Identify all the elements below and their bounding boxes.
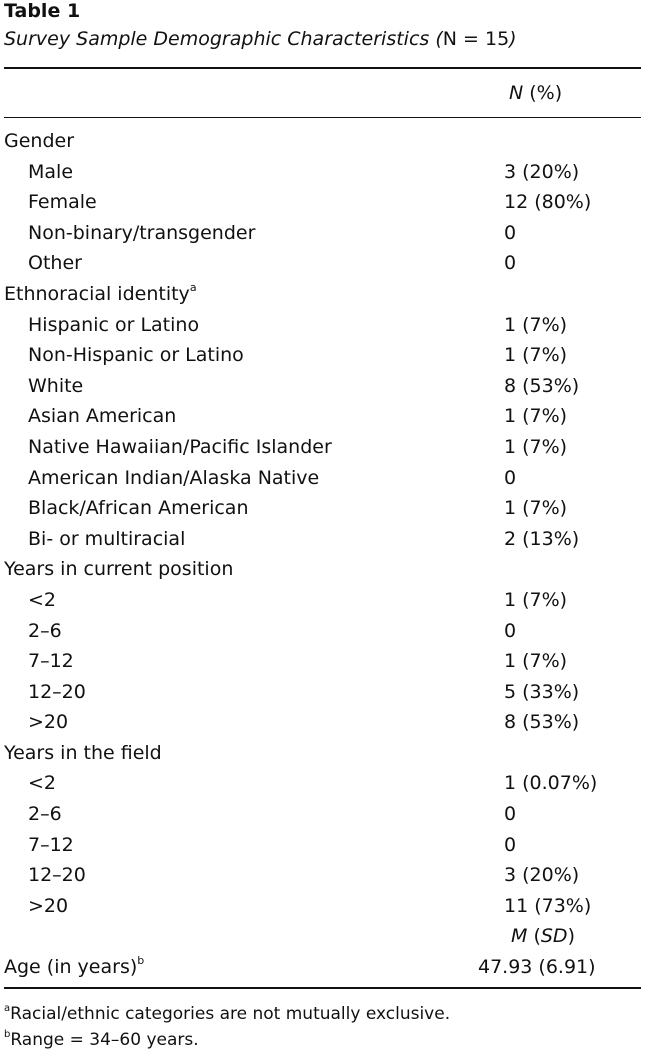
- footnote-marker: b: [4, 1028, 11, 1040]
- section-heading-row: [4, 554, 641, 585]
- row-label: American Indian/Alaska Native: [28, 466, 320, 489]
- row-label: 12–20: [28, 864, 86, 887]
- table-row: [4, 677, 641, 708]
- column-header-n: N: [509, 82, 524, 104]
- table-row: [4, 218, 641, 249]
- table-bottom-rule: [4, 987, 641, 989]
- row-label: Native Hawaiian/Pacific Islander: [28, 435, 332, 458]
- table-row: [4, 493, 641, 524]
- row-value: 8 (53%): [504, 374, 580, 397]
- row-value: 1 (7%): [504, 344, 568, 367]
- section-heading-row: [4, 279, 641, 310]
- table-row: [4, 707, 641, 738]
- row-value: 1 (7%): [504, 435, 568, 458]
- row-value: 0: [504, 833, 517, 856]
- section-heading: [4, 279, 197, 310]
- table-footnotes: [4, 1001, 641, 1053]
- table-title-prefix: Survey Sample Demographic Characteristics (: [4, 28, 443, 50]
- age-label: [4, 952, 144, 983]
- section-heading-row: [4, 738, 641, 769]
- row-value: 5 (33%): [504, 680, 580, 703]
- row-value: 0: [504, 803, 517, 826]
- footnote-marker: a: [189, 280, 197, 294]
- table-title: [4, 26, 641, 52]
- row-label: >20: [28, 894, 69, 917]
- table-title-n: N = 15: [442, 28, 510, 50]
- table-row: [4, 371, 641, 402]
- age-label-text: Age (in years): [4, 956, 138, 979]
- section-heading: [4, 554, 233, 585]
- row-label: Female: [28, 191, 97, 214]
- age-subheader-m: M: [511, 925, 528, 948]
- table-row: [4, 432, 641, 463]
- row-label: Non-binary/transgender: [28, 221, 256, 244]
- table-title-suffix: ): [509, 28, 517, 50]
- section-heading: [4, 126, 74, 157]
- footnote: [4, 1001, 641, 1027]
- section-heading-text: Ethnoracial identity: [4, 282, 190, 305]
- table-body: [4, 118, 641, 983]
- row-value: 12 (80%): [504, 191, 592, 214]
- row-value: 1 (7%): [504, 650, 568, 673]
- table-row: [4, 463, 641, 494]
- row-value: 1 (7%): [504, 588, 568, 611]
- column-header-percent: (%): [523, 82, 563, 104]
- table-row: [4, 310, 641, 341]
- age-subheader-sd: SD: [540, 925, 568, 948]
- row-value: 11 (73%): [504, 894, 592, 917]
- age-value: 47.93 (6.91): [478, 956, 596, 979]
- row-value: 0: [504, 466, 517, 489]
- row-label: 2–6: [28, 803, 62, 826]
- section-heading: [4, 738, 162, 769]
- footnote-marker: b: [137, 954, 145, 968]
- table-row: [4, 830, 641, 861]
- table-row: [4, 187, 641, 218]
- table-row: [4, 401, 641, 432]
- footnote-text: Racial/ethnic categories are not mutually exclusive.: [10, 1003, 451, 1024]
- row-value: 1 (7%): [504, 497, 568, 520]
- column-header-n-percent: [509, 81, 562, 105]
- row-value: 1 (0.07%): [504, 772, 598, 795]
- row-value: 0: [504, 221, 517, 244]
- table-row: [4, 248, 641, 279]
- age-subheader: M (SD): [511, 925, 575, 948]
- row-label: Non-Hispanic or Latino: [28, 344, 244, 367]
- row-label: 2–6: [28, 619, 62, 642]
- row-label: Black/African American: [28, 497, 249, 520]
- row-label: 12–20: [28, 680, 86, 703]
- table-row: [4, 585, 641, 616]
- row-label: 7–12: [28, 833, 74, 856]
- row-value: 1 (7%): [504, 313, 568, 336]
- table-row: [4, 768, 641, 799]
- section-heading-text: Years in current position: [4, 558, 234, 581]
- table-row: [4, 891, 641, 922]
- table-row: [4, 799, 641, 830]
- section-heading-row: [4, 126, 641, 157]
- row-value: 0: [504, 619, 517, 642]
- row-label: >20: [28, 711, 69, 734]
- row-label: Male: [28, 160, 74, 183]
- row-value: 3 (20%): [504, 160, 580, 183]
- table-row: [4, 860, 641, 891]
- section-heading-text: Gender: [4, 130, 75, 152]
- table-row: [4, 616, 641, 647]
- row-label: Hispanic or Latino: [28, 313, 200, 336]
- row-value: 0: [504, 252, 517, 275]
- row-label: White: [28, 374, 84, 397]
- table-row: [4, 646, 641, 677]
- row-label: 7–12: [28, 650, 74, 673]
- table-row: [4, 340, 641, 371]
- row-label: Asian American: [28, 405, 177, 428]
- row-value: 2 (13%): [504, 527, 580, 550]
- footnote: [4, 1027, 641, 1053]
- table-row: [4, 524, 641, 555]
- row-label: Bi- or multiracial: [28, 527, 186, 550]
- row-label: Other: [28, 252, 82, 275]
- row-value: 8 (53%): [504, 711, 580, 734]
- table-row: [4, 157, 641, 188]
- footnote-marker: a: [4, 1002, 11, 1014]
- row-label: <2: [28, 588, 57, 611]
- row-label: <2: [28, 772, 57, 795]
- row-value: 1 (7%): [504, 405, 568, 428]
- age-subheader-row: [4, 921, 641, 952]
- footnote-text: Range = 34–60 years.: [10, 1029, 199, 1050]
- table-header-row: [4, 69, 641, 117]
- age-row: [4, 952, 641, 983]
- section-heading-text: Years in the field: [4, 741, 162, 764]
- table-number: Table 1: [4, 0, 81, 22]
- row-value: 3 (20%): [504, 864, 580, 887]
